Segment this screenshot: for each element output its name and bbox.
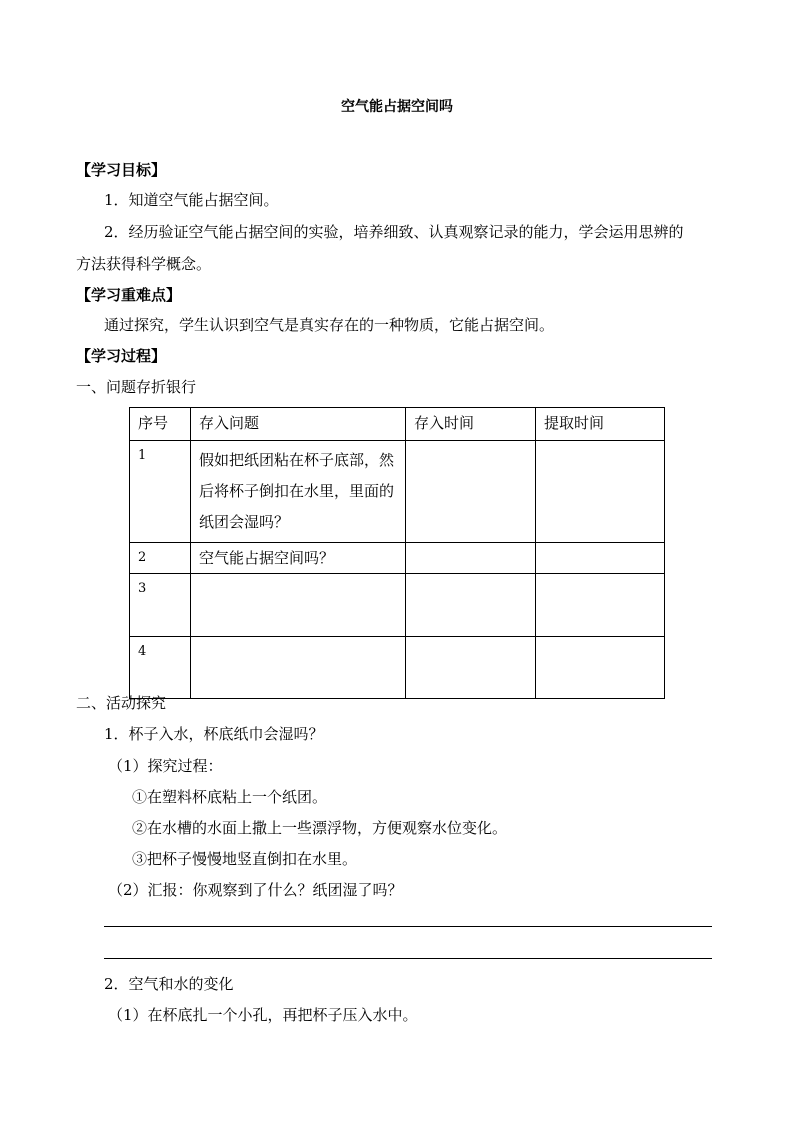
header-deposit-time: 存入时间: [406, 408, 536, 441]
activity-1-report: （2）汇报：你观察到了什么？纸团湿了吗？: [108, 881, 403, 899]
activity-1-step-2: ②在水槽的水面上撒上一些漂浮物，方便观察水位变化。: [132, 819, 508, 837]
activity-1-step-3: ③把杯子慢慢地竖直倒扣在水里。: [132, 850, 358, 868]
activity-2-step-1: （1）在杯底扎一个小孔，再把杯子压入水中。: [108, 1006, 418, 1024]
row-deposit-time[interactable]: [406, 637, 536, 699]
row-withdraw-time[interactable]: [536, 637, 665, 699]
page-title: 空气能占据空间吗: [341, 99, 453, 115]
table-row: [130, 574, 665, 637]
goal-2-line2: 方法获得科学概念。: [76, 255, 212, 273]
row-number: 1: [130, 441, 191, 543]
row-deposit-time[interactable]: [406, 574, 536, 637]
row-number: 3: [130, 574, 191, 637]
row-number: 4: [130, 637, 191, 699]
row-withdraw-time[interactable]: [536, 543, 665, 574]
part2-heading: 二、活动探究: [76, 694, 167, 712]
goal-1: 1．知道空气能占据空间。: [104, 191, 279, 209]
goals-heading: 【学习目标】: [76, 161, 167, 179]
table-row: [130, 441, 665, 543]
activity-1-step-heading: （1）探究过程：: [108, 757, 223, 775]
row-withdraw-time[interactable]: [536, 574, 665, 637]
answer-line-1[interactable]: [104, 926, 712, 927]
activity-1-step-1: ①在塑料杯底粘上一个纸团。: [132, 788, 328, 806]
row-question[interactable]: [191, 574, 406, 637]
row-question: 假如把纸团粘在杯子底部，然后将杯子倒扣在水里，里面的纸团会湿吗？: [191, 441, 406, 543]
table-header-row: [130, 408, 665, 441]
answer-line-2[interactable]: [104, 958, 712, 959]
activity-2-title: 2．空气和水的变化: [104, 975, 234, 993]
question-bank-table: [129, 407, 665, 699]
row-question: 空气能占据空间吗？: [191, 543, 406, 574]
header-number: 序号: [130, 408, 191, 441]
row-deposit-time[interactable]: [406, 441, 536, 543]
row-number: 2: [130, 543, 191, 574]
table-row: [130, 543, 665, 574]
goal-2-line1: 2．经历验证空气能占据空间的实验，培养细致、认真观察记录的能力，学会运用思辨的: [104, 223, 684, 241]
row-question[interactable]: [191, 637, 406, 699]
row-deposit-time[interactable]: [406, 543, 536, 574]
key-text: 通过探究，学生认识到空气是真实存在的一种物质，它能占据空间。: [104, 316, 555, 334]
process-heading: 【学习过程】: [76, 347, 167, 365]
key-heading: 【学习重难点】: [76, 286, 182, 304]
row-withdraw-time[interactable]: [536, 441, 665, 543]
activity-1-title: 1．杯子入水，杯底纸巾会湿吗？: [104, 725, 324, 743]
table-row: [130, 637, 665, 699]
header-question: 存入问题: [191, 408, 406, 441]
header-withdraw-time: 提取时间: [536, 408, 665, 441]
part1-heading: 一、问题存折银行: [76, 378, 197, 396]
